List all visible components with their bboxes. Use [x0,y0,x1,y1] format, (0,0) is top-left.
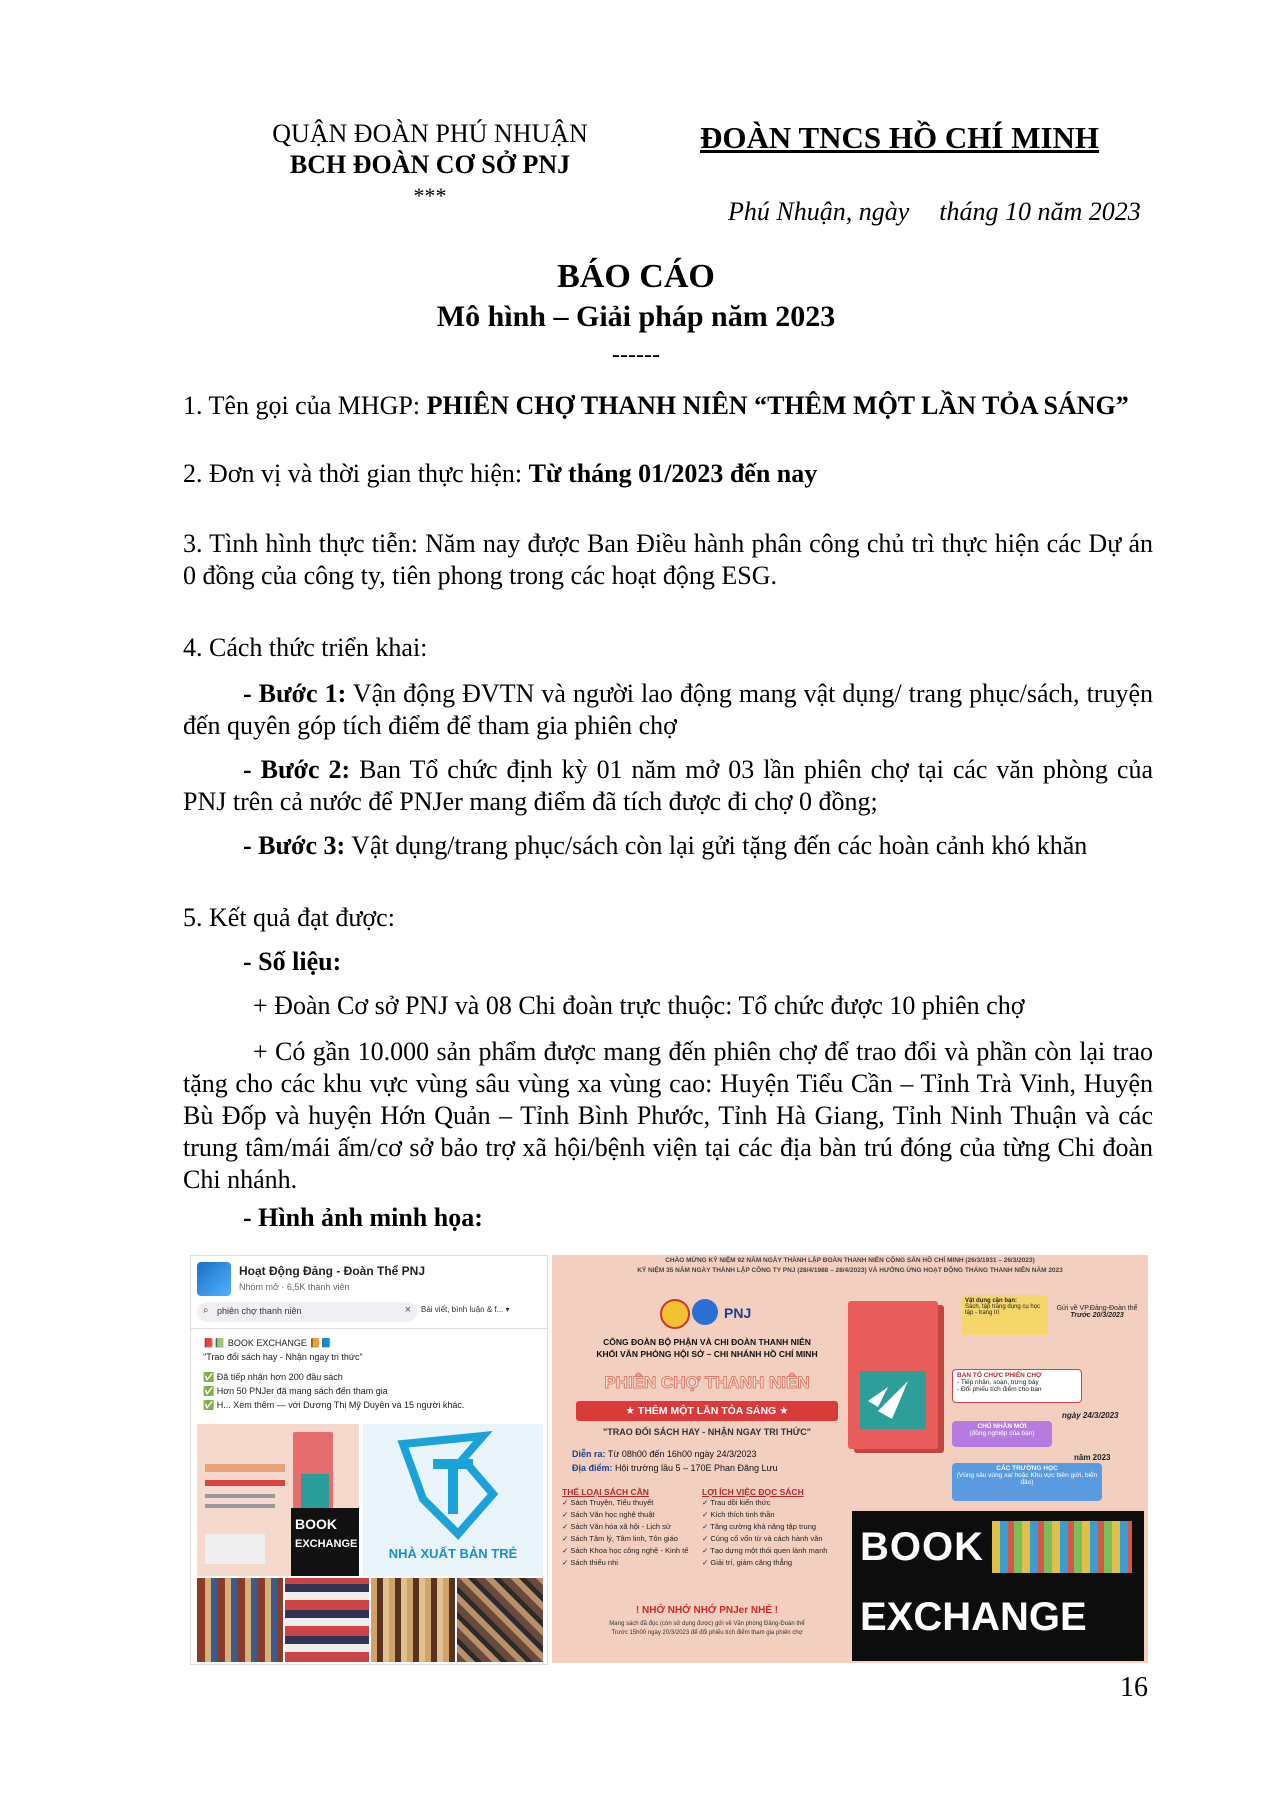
union-logo-icon [660,1299,690,1329]
section-2 [183,458,1153,490]
date-month-year: tháng 10 năm 2023 [939,197,1141,226]
grassroots-union-name: BCH ĐOÀN CƠ SỞ PNJ [289,150,571,179]
thumb-book-line2: EXCHANGE [295,1538,358,1550]
step-d-date: ngày 24/3/2023 [1062,1411,1119,1420]
poster-reminder: ! NHỚ NHỚ NHỚ PNJer NHÉ ! [635,1605,779,1616]
post-title: 📕📗 BOOK EXCHANGE 📙📘 [203,1338,332,1348]
bullet-text: H... Xem thêm — với Dương Thị Mỹ Duyên và 15 người khác. [216,1400,465,1410]
step-3-text: Vật dụng/trang phục/sách còn lại gửi tặng đến các hoàn cảnh khó khăn [345,831,1088,860]
post-title-text: BOOK EXCHANGE [227,1338,307,1348]
step-3-label: - Bước 3: [243,831,346,860]
clear-icon[interactable]: × [404,1304,411,1316]
step-2-text: Ban Tổ chức định kỳ 01 năm mở 03 lần phiên chợ tại các văn phòng của PNJ trên cả nước để PNJer mang điểm đã tích được đi chợ 0 đồng; [183,755,1153,816]
poster-event-subtitle: ★ THÊM MỘT LẦN TỎA SÁNG ★ [576,1401,838,1421]
sign-book-line1: BOOK [860,1525,984,1569]
section-1-value: PHIÊN CHỢ THANH NIÊN “THÊM MỘT LẦN TỎA SÁNG” [426,391,1129,420]
header-stars: *** [413,183,447,208]
page-number: 16 [1120,1672,1148,1703]
poster-time [572,1449,757,1459]
book-exchange-thumb [291,1508,359,1576]
group-avatar [197,1262,231,1296]
stat-2: + Có gần 10.000 sản phẩm được mang đến phiên chợ để trao đổi và phần còn lại trao tặng cho các khu vực vùng sâu vùng xa vùng cao: Huyện Tiểu Cần – Tỉnh Trà Vinh, Huyện Bù Đốp và huyện Hớn Quản – Tỉnh Bình Phước, Tỉnh Hà Giang, Tỉnh Ninh Thuận và các trung tâm/mái ấm/cơ sở bảo trợ xã hội/bệnh viện tại các địa bàn trú đóng của từng Chi đoàn Chi nhánh. [183,1037,1153,1194]
step-1-label: - Bước 1: [243,679,347,708]
poster-list-item: ✓ Sách Khoa học công nghệ - Kinh tế [562,1546,689,1555]
book-exchange-sign [852,1511,1144,1661]
step-e-title: CÁC TRƯỜNG HỌC [996,1465,1058,1472]
section-1 [183,390,1153,422]
step-d-title: CHỦ NHÂN MỚI [977,1423,1027,1430]
poster-place-label: Địa điểm: [572,1463,613,1473]
report-subtitle: Mô hình – Giải pháp năm 2023 [436,300,836,333]
group-meta: Nhóm mở · 6,5K thành viên [239,1282,350,1292]
poster-slogan: "TRAO ĐỔI SÁCH HAY - NHẬN NGAY TRI THỨC" [602,1427,812,1437]
title-divider: ------ [612,342,660,368]
step-c-text2: - Đổi phiếu tích điểm cho bạn [957,1386,1042,1393]
post-tagline: "Trao đổi sách hay - Nhận ngay tri thức" [203,1352,363,1362]
photo-books-1 [197,1578,283,1662]
flow-step-send [1052,1305,1142,1319]
check-icon: ✅ [203,1386,215,1396]
poster-banner-1: CHÀO MỪNG KỶ NIỆM 92 NĂM NGÀY THÀNH LẬP ĐOÀN THANH NIÊN CỘNG SẢN HỒ CHÍ MINH (26/3/1931 – 26/3/2023) [665,1257,1035,1264]
youth-union-logo-icon [692,1299,718,1325]
step-c-text1: - Tiếp nhận, soạn, trưng bày [957,1379,1039,1386]
images-label-text: - Hình ảnh minh họa: [243,1203,483,1232]
step-a-text: Sách, tập trắng dụng cụ học tập - trang trí [965,1304,1041,1316]
step-d-text: (đồng nghiệp của bạn) [969,1430,1035,1437]
document-date [728,197,1141,227]
poster-list-item: ✓ Sách Văn hóa xã hội - Lịch sử [562,1522,671,1531]
step-b-date: Trước 20/3/2023 [1070,1312,1124,1319]
step-2 [183,754,1153,818]
photo-books-4 [457,1578,543,1662]
check-icon: ✅ [203,1372,215,1382]
poster-list-item: ✓ Tăng cường khả năng tập trung [702,1522,817,1531]
section-1-label: 1. Tên gọi của MHGP: [183,391,427,420]
paper-plane-icon [848,1301,938,1449]
bookshelf-icon [992,1521,1132,1573]
poster-time-label: Diễn ra: [572,1449,606,1459]
poster-org-1: CÔNG ĐOÀN BỘ PHẬN VÀ CHI ĐOÀN THANH NIÊN [603,1337,811,1347]
poster-list-item: ✓ Giải trí, giảm căng thẳng [702,1558,793,1567]
section-4-label: 4. Cách thức triển khai: [183,633,428,662]
stats-label-text: - Số liệu: [243,947,342,976]
search-icon: ⌕ [203,1305,209,1316]
thumb-book-line1: BOOK [295,1516,337,1532]
poster-place [572,1463,778,1473]
step-e-year: năm 2023 [1074,1453,1111,1462]
poster-list-item: ✓ Trau dồi kiến thức [702,1498,771,1507]
poster-note-1: Mang sách đã đọc (còn sử dụng được) gửi về Văn phòng Đảng-Đoàn thể [609,1621,805,1627]
poster-list-item: ✓ Kích thích tinh thần [702,1510,775,1519]
step-e-text: (Vùng sâu vùng xa/ hoặc Khu vực biên giới, biển đảo) [956,1472,1098,1486]
event-poster-image [552,1255,1148,1663]
section-2-label: 2. Đơn vị và thời gian thực hiện: [183,459,529,488]
post-bullet [203,1400,464,1411]
organization-title: ĐOÀN TNCS HỒ CHÍ MINH [700,120,1100,155]
flow-step-items [962,1295,1048,1335]
publisher-name: NHÀ XUẤT BẢN TRẺ [388,1546,518,1561]
search-value: phiên chợ thanh niên [217,1306,302,1316]
filter-label: Bài viết, bình luận & f... [421,1305,504,1314]
section-2-value: Từ tháng 01/2023 đến nay [528,459,818,488]
step-1 [183,678,1153,742]
photo-books-2 [285,1578,369,1662]
date-place: Phú Nhuận, ngày [728,197,910,226]
district-union-name: QUẬN ĐOÀN PHÚ NHUẬN [272,119,588,148]
poster-col-benefits [702,1487,847,1569]
pnj-brand: PNJ [724,1305,752,1321]
poster-list-item: ✓ Sách Văn học nghệ thuật [562,1510,655,1519]
check-icon: ✅ [203,1400,215,1410]
col2-title: LỢI ÍCH VIỆC ĐỌC SÁCH [702,1487,804,1497]
poster-list-item: ✓ Sách thiếu nhi [562,1558,618,1567]
poster-note-2: Trước 15h00 ngày 20/3/2023 để đổi phiếu tích điểm tham gia phiên chợ [611,1630,803,1636]
step-2-label: - Bước 2: [243,755,351,784]
photo-books-3 [371,1578,455,1662]
bullet-text: Hơn 50 PNJer đã mang sách đến tham gia [216,1386,388,1396]
poster-banner-2: KỶ NIỆM 35 NĂM NGÀY THÀNH LẬP CÔNG TY PNJ (28/4/1988 – 28/4/2023) VÀ HƯỞNG ỨNG HOẠT ĐỘNG THÁNG THANH NIÊN NĂM 2023 [637,1267,1063,1274]
group-name: Hoạt Động Đảng - Đoàn Thể PNJ [239,1264,425,1278]
report-title: BÁO CÁO [557,258,715,295]
step-c-title: BAN TỔ CHỨC PHIÊN CHỢ [957,1372,1042,1379]
step-b-title: Gửi về VP.Đảng-Đoàn thể [1056,1305,1138,1312]
section-3: 3. Tình hình thực tiễn: Năm nay được Ban Điều hành phân công chủ trì thực hiện các Dự án 0 đồng của công ty, tiên phong trong các hoạt động ESG. [183,529,1153,590]
poster-place-value: Hội trường lầu 5 – 170E Phan Đăng Lưu [615,1463,778,1473]
poster-list-item: ✓ Củng cố vốn từ và cách hành văn [702,1534,823,1543]
poster-list-item: ✓ Sách Truyện, Tiểu thuyết [562,1498,654,1507]
post-bullet [203,1386,388,1397]
stat-1: + Đoàn Cơ sở PNJ và 08 Chi đoàn trực thuộc: Tổ chức được 10 phiên chợ [253,991,1025,1020]
sign-book-line2: EXCHANGE [860,1595,1087,1639]
poster-list-item: ✓ Tạo dựng một thói quen lành mạnh [702,1546,828,1555]
facebook-post-image [190,1255,548,1665]
book-illustration [848,1301,938,1449]
flow-step-owner [952,1421,1052,1447]
col2-list [702,1497,847,1569]
poster-org-2: KHỐI VĂN PHÒNG HỘI SỞ – CHI NHÁNH HỒ CHÍ MINH [596,1349,818,1359]
header-left [240,118,620,211]
images-label [183,1202,1153,1234]
poster-col-genres [562,1487,702,1569]
post-bullet [203,1372,343,1383]
step-a-title: Vật dụng cần bạn: [965,1298,1018,1304]
section-5-label: 5. Kết quả đạt được: [183,903,395,932]
flow-step-schools [952,1463,1102,1501]
step-3 [183,830,1153,862]
flow-step-organizer [952,1369,1082,1403]
books-photo-strip [197,1578,543,1662]
publisher-logo [363,1424,543,1576]
filter-dropdown[interactable]: Bài viết, bình luận & f... ▾ [421,1305,510,1314]
search-input[interactable] [197,1302,417,1322]
poster-list-item: ✓ Sách Tâm lý, Tâm linh, Tôn giáo [562,1534,678,1543]
step-1-text: Vận động ĐVTN và người lao động mang vật dụng/ trang phục/sách, truyện đến quyên góp tích điểm để tham gia phiên chợ [183,679,1154,740]
poster-time-value: Từ 08h00 đến 16h00 ngày 24/3/2023 [607,1449,757,1459]
bullet-text: Đã tiếp nhận hơn 200 đầu sách [216,1372,343,1382]
col1-list [562,1497,702,1569]
poster-event-title: PHIÊN CHỢ THANH NIÊN [604,1373,810,1392]
col1-title: THỂ LOẠI SÁCH CẦN [562,1487,649,1497]
stats-label [183,946,1153,978]
